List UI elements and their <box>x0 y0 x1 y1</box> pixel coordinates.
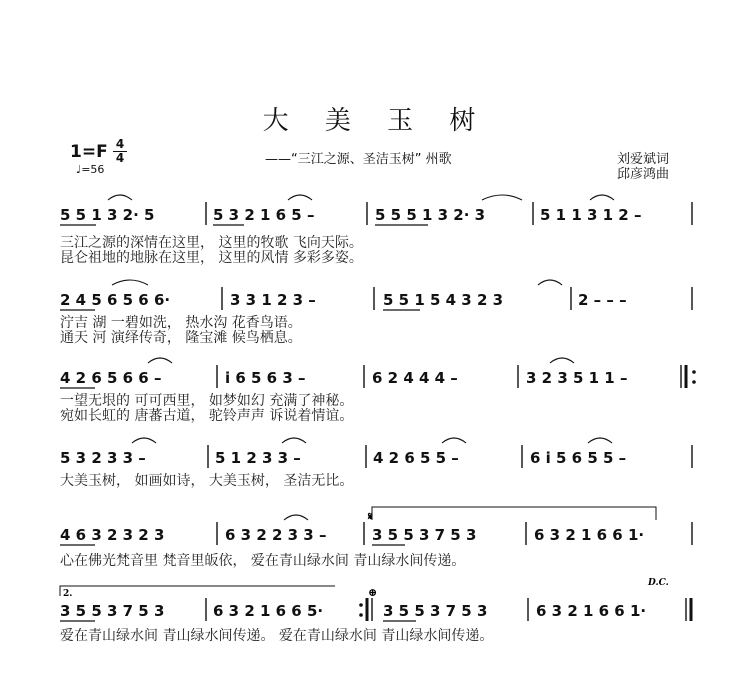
notes-system-6-bar-4: 6 3 2 1 6 6 1· <box>536 602 647 620</box>
volta-bracket-2 <box>60 586 335 596</box>
notes-system-1-bar-1: 5 5 1 3 2· 5 <box>60 206 155 224</box>
notes-system-3-bar-2: i 6 5 6 3 – <box>225 369 306 387</box>
slur <box>590 195 614 200</box>
system-4 <box>60 438 692 489</box>
notes-system-5-bar-4: 6 3 2 1 6 6 1· <box>534 526 645 544</box>
notes-system-3-bar-1: 4 2 6 5 6 6 – <box>60 369 162 387</box>
lyrics-system-1-verse-2: 昆仑祖地的地脉在这里， 这里的风情 多彩多姿。 <box>60 250 363 266</box>
repeat-dot <box>359 613 363 617</box>
slur <box>482 195 522 200</box>
system-3 <box>60 358 696 424</box>
notes-system-5-bar-3: 3 5 5 3 7 5 3 <box>372 526 477 544</box>
system-6 <box>60 598 691 644</box>
volta-2-label: 2. <box>63 589 73 599</box>
lyrics-system-5-verse-1: 心在佛光梵音里 梵音里皈依， 爱在青山绿水间 青山绿水间传递。 <box>60 553 466 569</box>
notes-system-4-bar-2: 5 1 2 3 3 – <box>215 449 301 467</box>
notes-system-1-bar-4: 5 1 1 3 1 2 – <box>540 206 642 224</box>
slur <box>282 438 306 443</box>
slur <box>588 438 612 443</box>
composer: 邱彦鸿曲 <box>617 167 670 182</box>
slur <box>538 280 562 285</box>
time-signature-bottom: 4 <box>113 151 127 165</box>
system-5 <box>60 515 692 569</box>
notes-system-4-bar-4: 6 i 5 6 5 5 – <box>530 449 627 467</box>
notes-system-4-bar-3: 4 2 6 5 5 – <box>373 449 459 467</box>
slur <box>112 280 148 285</box>
repeat-dot <box>692 380 696 384</box>
subtitle: ——“三江之源、圣洁玉树” 州歌 <box>265 152 452 167</box>
lyrics-system-3-verse-2: 宛如长虹的 唐蕃古道， 驼铃声声 诉说着情谊。 <box>60 408 354 424</box>
notes-system-2-bar-2: 3 3 1 2 3 – <box>230 291 316 309</box>
volta-bracket <box>372 507 656 520</box>
system-1 <box>60 195 692 266</box>
lyrics-system-3-verse-1: 一望无垠的 可可西里， 如梦如幻 充满了神秘。 <box>60 393 354 409</box>
notes-system-2-bar-3: 5 5 1 5 4 3 2 3 <box>383 291 504 309</box>
lyrics-system-4-verse-1: 大美玉树， 如画如诗， 大美玉树， 圣洁无比。 <box>60 473 354 489</box>
song-title: 大 美 玉 树 <box>262 106 490 136</box>
notes-system-6-bar-3: 3 5 5 3 7 5 3 <box>383 602 488 620</box>
notes-system-3-bar-3: 6 2 4 4 4 – <box>372 369 458 387</box>
lyricist: 刘爱斌词 <box>617 152 670 167</box>
notes-system-1-bar-3: 5 5 5 1 3 2· 3 <box>375 206 486 224</box>
dc-marking: D.C. <box>648 578 669 588</box>
slur <box>148 358 172 363</box>
notes-system-2-bar-1: 2 4 5 6 5 6 6· <box>60 291 171 309</box>
coda-mark: ⊕ <box>368 586 378 599</box>
slur <box>132 438 156 443</box>
slur <box>108 195 132 200</box>
slur <box>284 515 308 520</box>
notes-system-3-bar-4: 3 2 3 5 1 1 – <box>526 369 628 387</box>
system-2 <box>60 280 692 346</box>
notes-system-4-bar-1: 5 3 2 3 3 – <box>60 449 146 467</box>
notes-system-6-bar-2: 6 3 2 1 6 6 5· <box>213 602 324 620</box>
tempo-marking: ♩=56 <box>76 163 105 176</box>
notes-system-5-bar-2: 6 3 2 2 3 3 – <box>225 526 327 544</box>
lyrics-system-2-verse-2: 通天 河 演绎传奇， 隆宝滩 候鸟栖息。 <box>60 330 302 346</box>
slur <box>288 195 312 200</box>
lyrics-system-6-verse-1: 爱在青山绿水间 青山绿水间传递。 爱在青山绿水间 青山绿水间传递。 <box>60 628 494 644</box>
repeat-dot <box>359 603 363 607</box>
notes-system-5-bar-1: 4 6 3 2 3 2 3 <box>60 526 165 544</box>
notes-system-1-bar-2: 5 3 2 1 6 5 – <box>213 206 315 224</box>
lyrics-system-1-verse-1: 三江之源的深情在这里， 这里的牧歌 飞向天际。 <box>60 235 363 251</box>
slur <box>442 438 466 443</box>
segno-mark: 𝄋 <box>368 510 373 523</box>
key-signature: 1=F <box>70 142 108 162</box>
slur <box>550 358 574 363</box>
notes-system-6-bar-1: 3 5 5 3 7 5 3 <box>60 602 165 620</box>
lyrics-system-2-verse-1: 泞吉 湖 一碧如洗， 热水沟 花香鸟语。 <box>60 315 302 331</box>
time-signature-top: 4 <box>115 137 125 151</box>
repeat-dot <box>692 370 696 374</box>
notes-system-2-bar-4: 2 – – – <box>578 291 627 309</box>
